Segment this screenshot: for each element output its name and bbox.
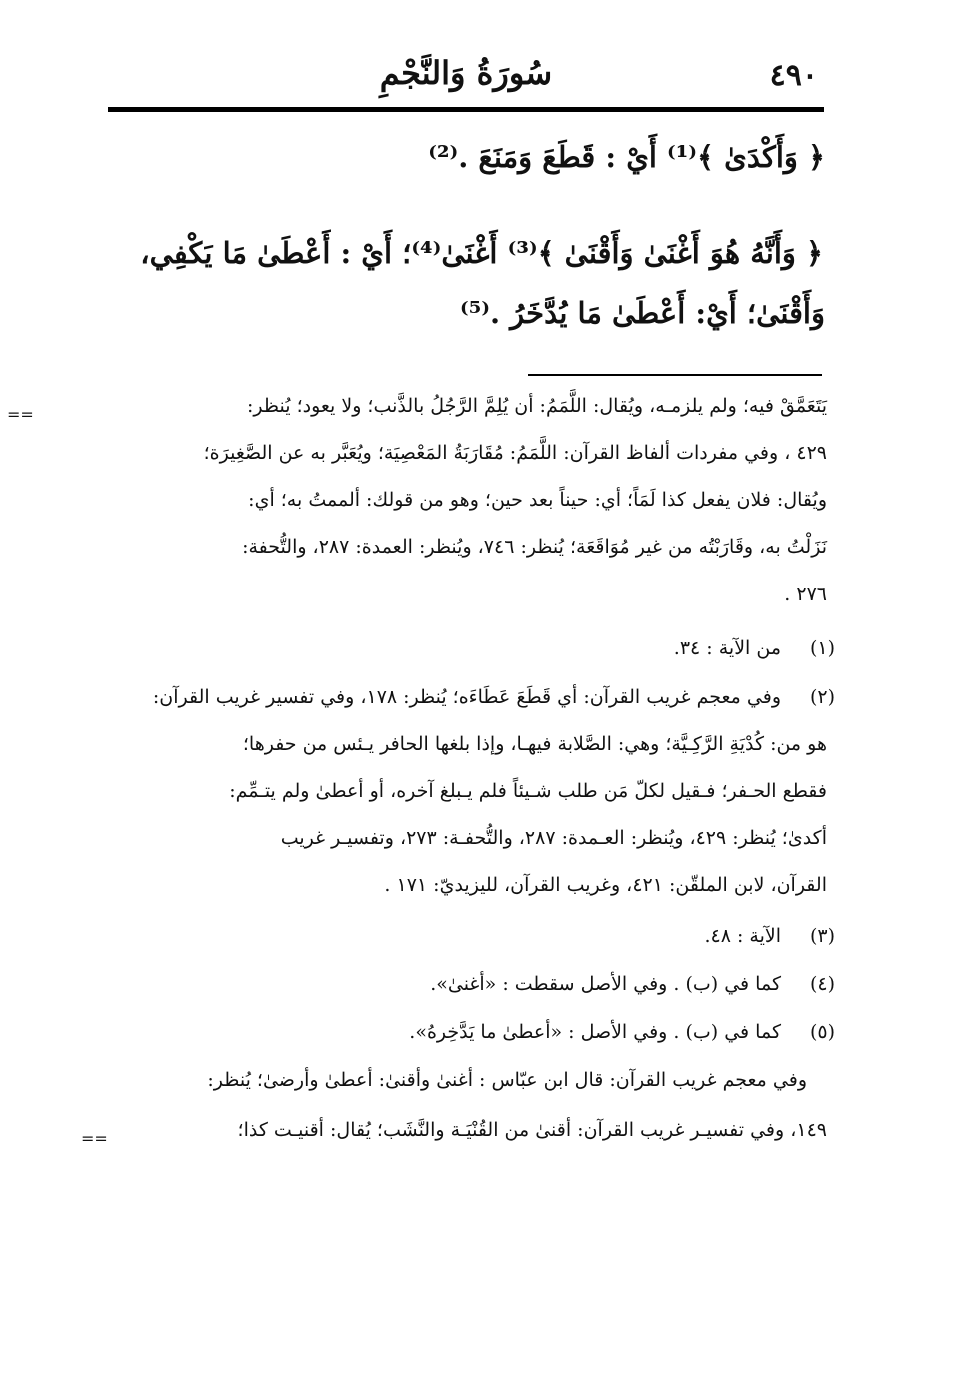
page-header — [108, 52, 824, 104]
footnote-number: (٤) — [809, 973, 835, 995]
continuation-end-mark: == — [81, 1129, 108, 1148]
footnote-number: (٥) — [809, 1021, 835, 1043]
footnote-cont-line: ٢٧٦ . — [784, 583, 827, 605]
footnote-separator — [528, 374, 822, 376]
header-divider — [108, 107, 824, 112]
footnote-line: وفي معجم غريب القرآن: قال ابن عبّاس : أغنىٰ وأقنىٰ: أعطىٰ وأرضىٰ؛ يُنظر: — [207, 1069, 807, 1091]
footnote-number: (٣) — [809, 925, 835, 947]
footnote-cont-line: ويُقال: فلان يفعل كذا لَمَاً؛ أي: حيناً بعد حين؛ وهو من قولك: ألممتُ به؛ أي: — [248, 489, 827, 511]
footnote-cont-line: نَزَلْتُ به، وقَارَبْتُه من غير مُوَاقَعَة؛ يُنظر: ٧٤٦، ويُنظر: العمدة: ٢٨٧، والتُّحفة: — [242, 536, 827, 558]
footnote-number: (٢) — [809, 686, 835, 708]
surah-title: سُورَةُ وَالنَّجْمِ — [379, 54, 553, 92]
footnote-line: وفي معجم غريب القرآن: أي قَطَعَ عَطَاءَه؛ يُنظر: ١٧٨، وفي تفسير غريب القرآن: — [152, 686, 781, 708]
main-text-line-1: ﴿ وَأَكْدَىٰ ﴾⁽¹⁾ أَيْ : قَطَعَ وَمَنَعَ .⁽²⁾ — [428, 140, 825, 174]
main-text-line-2: ﴿ وَأَنَّهُ هُوَ أَغْنَىٰ وَأَقْنَىٰ ﴾⁽³⁾ أَغْنَىٰ⁽⁴⁾؛ أَيْ : أَعْطَىٰ مَا يَكْفِي، — [140, 236, 823, 270]
footnote-line: ١٤٩، وفي تفسيـر غريب القرآن: أقنىٰ من القُنْيَـة والنَّشَب؛ يُقال: أقنيـت كذا؛ — [237, 1119, 827, 1141]
footnote-line: فقطع الحـفر؛ فـقيل لكلّ مَن طلب شـيئاً فلم يـبلغ آخره، أو أعطىٰ ولم يتـمِّم: — [229, 780, 827, 802]
footnote-text: من الآية : ٣٤. — [673, 637, 781, 659]
main-text-line-3: وَأَقْنَىٰ؛ أَيْ: أَعْطَىٰ مَا يُدَّخَرُ .⁽⁵⁾ — [460, 296, 825, 330]
page-number: ٤٩٠ — [769, 58, 818, 93]
footnote-line: هو من: كُدْيَةِ الرَّكِـيَّة؛ وهي: الصَّلابة فيهـا، وإذا بلغها الحافر يـئس من حفرها؛ — [242, 733, 827, 755]
footnote-number: (١) — [809, 637, 835, 659]
continuation-mark: == — [7, 405, 34, 424]
footnote-line: القرآن، لابن الملقّن: ٤٢١، وغريب القرآن، لليزيديّ: ١٧١ . — [384, 874, 827, 896]
footnote-text: كما في (ب) . وفي الأصل سقطت : «أغنىٰ». — [430, 973, 781, 995]
footnote-text: الآية : ٤٨. — [704, 925, 781, 947]
footnote-text: كما في (ب) . وفي الأصل : «أعطىٰ ما يَدَّخِرهُ». — [409, 1021, 781, 1043]
footnote-cont-line: ٤٢٩ ، وفي مفردات ألفاظ القرآن: اللَّمَمُ: مُقَارَبَةُ المَعْصِيَة؛ ويُعَبَّر به عن الصَّغِيرَة؛ — [203, 442, 827, 464]
footnote-cont-line: يَتَعَمَّقْ فيه؛ ولم يلزمـه، ويُقال: اللَّمَمُ: أن يُلِمَّ الرَّجُلُ بالذَّنب؛ ولا يعود؛ يُنظر: — [247, 395, 827, 417]
footnote-line: أكدىٰ؛ يُنظر: ٤٢٩، ويُنظر: العـمدة: ٢٨٧، والتُّحفـة: ٢٧٣، وتفسيـر غريب — [280, 827, 827, 849]
